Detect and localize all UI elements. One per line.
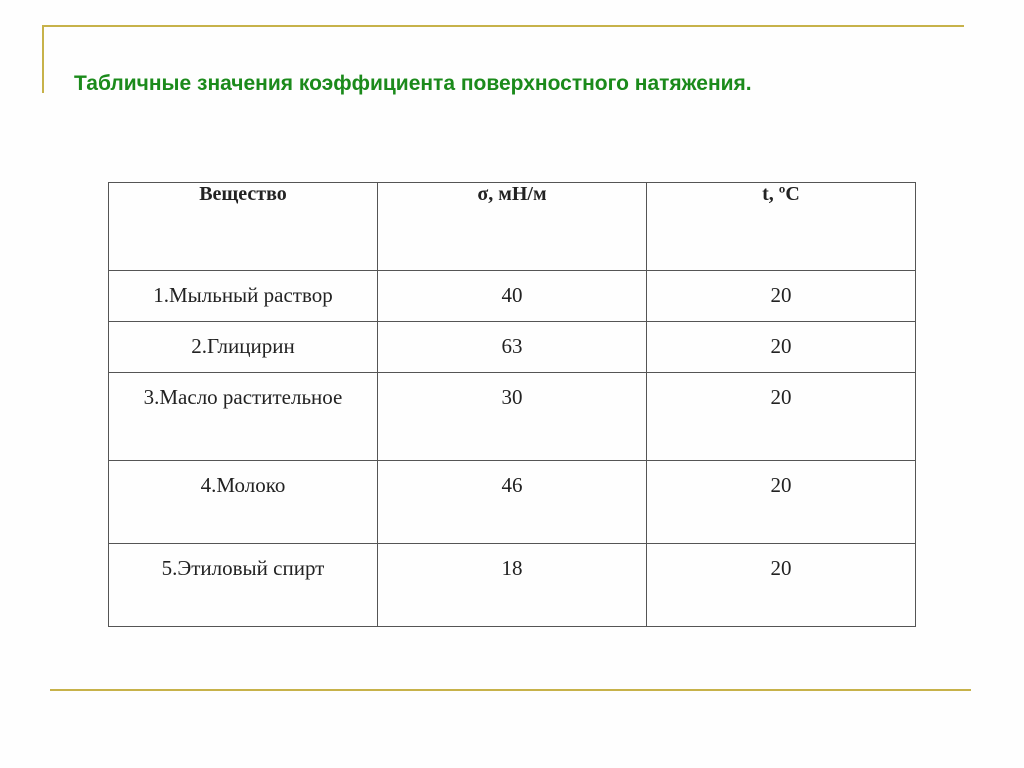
- left-rule: [42, 25, 44, 93]
- table-row: [109, 373, 916, 461]
- table-row: [109, 544, 916, 627]
- cell-substance: 5.Этиловый спирт: [109, 544, 378, 627]
- top-rule: [42, 25, 964, 27]
- header-substance: Вещество: [109, 183, 378, 271]
- cell-substance: 3.Масло растительное: [109, 373, 378, 461]
- header-temperature: t, ºC: [647, 183, 916, 271]
- cell-sigma: 46: [378, 461, 647, 544]
- cell-temperature: 20: [647, 271, 916, 322]
- cell-sigma: 63: [378, 322, 647, 373]
- surface-tension-table: [108, 182, 916, 627]
- cell-temperature: 20: [647, 373, 916, 461]
- table-header-row: [109, 183, 916, 271]
- cell-substance: 1.Мыльный раствор: [109, 271, 378, 322]
- bottom-rule: [50, 689, 971, 691]
- cell-substance: 4.Молоко: [109, 461, 378, 544]
- cell-temperature: 20: [647, 322, 916, 373]
- cell-temperature: 20: [647, 461, 916, 544]
- cell-sigma: 30: [378, 373, 647, 461]
- cell-temperature: 20: [647, 544, 916, 627]
- table-row: [109, 461, 916, 544]
- table-row: [109, 271, 916, 322]
- header-sigma: σ, мН/м: [378, 183, 647, 271]
- cell-sigma: 40: [378, 271, 647, 322]
- cell-sigma: 18: [378, 544, 647, 627]
- cell-substance: 2.Глицирин: [109, 322, 378, 373]
- table-row: [109, 322, 916, 373]
- slide-title: Табличные значения коэффициента поверхностного натяжения.: [74, 72, 752, 95]
